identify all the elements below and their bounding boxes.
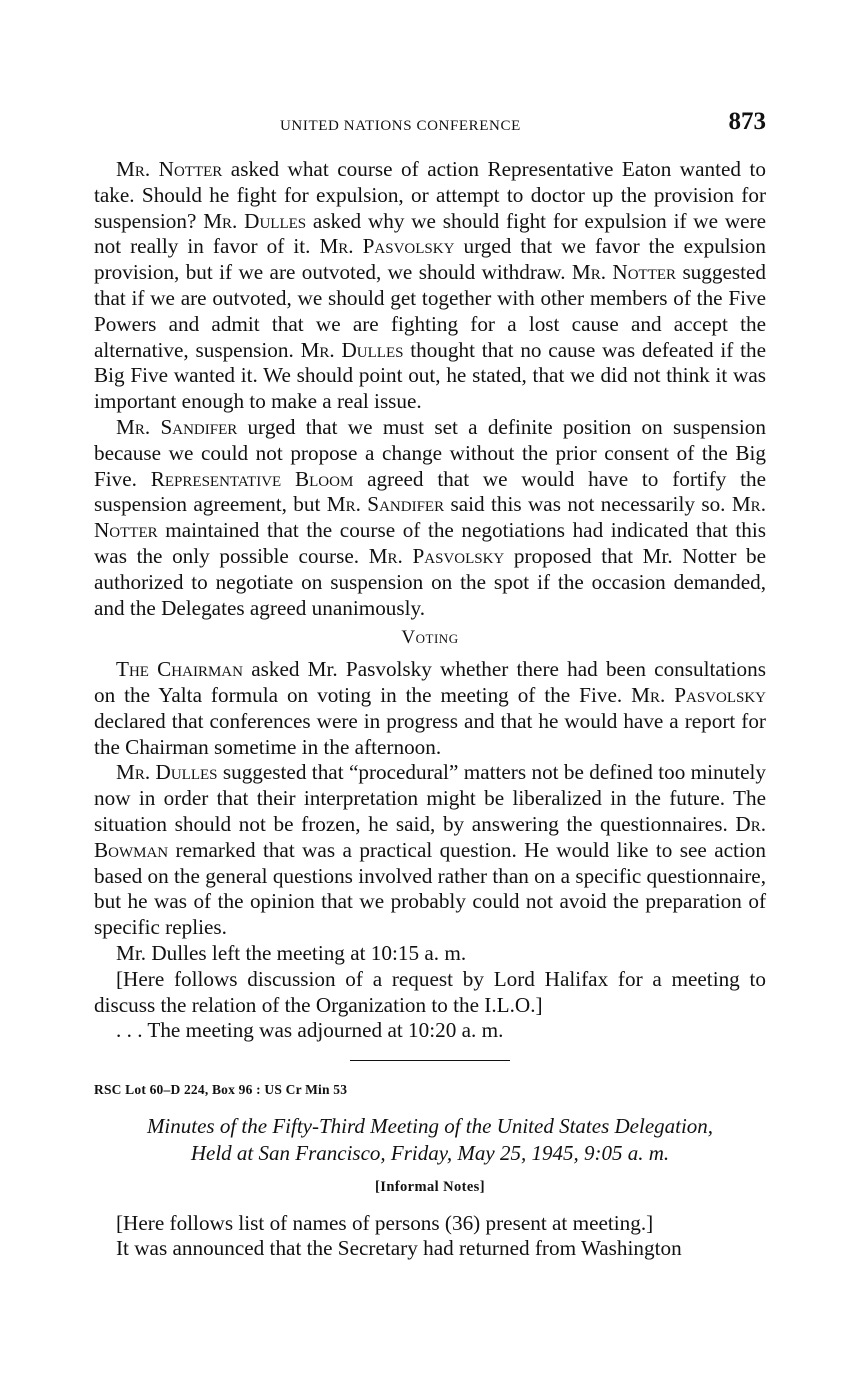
- speaker-name: Mr. Pasvolsky: [368, 543, 505, 568]
- running-head: UNITED NATIONS CONFERENCE: [280, 118, 521, 134]
- paragraph-suspension-position: [94, 415, 766, 621]
- speaker-name: Dr. Bowman: [94, 811, 766, 862]
- speech-text: said this was not necessarily so.: [444, 492, 732, 517]
- speech-text: declared that conferences were in progress and that he would have a report for the Chairman sometime in the afternoon.: [94, 708, 766, 759]
- speaker-name: Mr. Dulles: [203, 208, 307, 233]
- paragraph-secretary-returned: It was announced that the Secretary had returned from Washington: [116, 1236, 682, 1261]
- speaker-name: Mr. Pasvolsky: [319, 234, 455, 259]
- speaker-name: Mr. Sandifer: [116, 414, 238, 439]
- paragraph-adjourned: . . . The meeting was adjourned at 10:20 a. m.: [116, 1018, 504, 1043]
- speech-text: urged that we favor the expulsion provision, but if we are outvoted, we should withdraw.: [94, 234, 766, 285]
- speaker-name: Mr. Notter: [571, 260, 677, 285]
- speech-text: thought that no cause was defeated if the Big Five wanted it. We should point out, he stated, that we did not think it was important enough to make a real issue.: [94, 337, 766, 414]
- speaker-name: Mr. Notter: [116, 157, 223, 181]
- speech-text: maintained that the course of the negotiations had indicated that this was the only possible course.: [94, 518, 766, 568]
- paragraph-expulsion-discussion: [94, 157, 766, 415]
- speech-text: asked Mr. Pasvolsky whether there had been consultations on the Yalta formula on voting in the meeting of the Five.: [94, 657, 766, 707]
- speaker-name: Mr. Sandifer: [326, 492, 445, 517]
- paragraph-halifax-request: [Here follows discussion of a request by Lord Halifax for a meeting to discuss the relation of the Organization to the I.L.O.]: [94, 966, 766, 1017]
- speaker-name: Mr. Pasvolsky: [631, 682, 767, 707]
- document-title-line: Held at San Francisco, Friday, May 25, 1945, 9:05 a. m.: [190, 1140, 670, 1165]
- informal-notes-label: [Informal Notes]: [375, 1178, 485, 1195]
- speech-text: asked why we should fight for expulsion if we were not really in favor of it.: [94, 208, 766, 259]
- source-citation: RSC Lot 60–D 224, Box 96 : US Cr Min 53: [94, 1082, 348, 1098]
- paragraph-dulles-left: Mr. Dulles left the meeting at 10:15 a. m.: [116, 940, 467, 965]
- speech-text: suggested that “procedural” matters not be defined too minutely now in order that their interpretation might be liberalized in the future. The situation should not be frozen, he said, by answering the questionnaires.: [94, 760, 766, 836]
- speech-text: remarked that was a practical question. He would like to see action based on the general questions involved rather than on a specific questionnaire, but he was of the opinion that we probably could not avoid the preparation of specific replies.: [94, 837, 766, 940]
- page-body: [94, 157, 766, 1262]
- section-heading-voting: Voting: [401, 627, 459, 649]
- paragraph-attendance: [Here follows list of names of persons (36) present at meeting.]: [116, 1210, 654, 1235]
- paragraph-procedural-matters: [94, 760, 766, 941]
- speech-text: suggested that if we are outvoted, we should get together with other members of the Five Powers and admit that we are fighting for a lost cause and accept the alternative, suspension.: [94, 260, 766, 362]
- speech-text: agreed that we would have to fortify the suspension agreement, but: [94, 466, 766, 517]
- speech-text: asked what course of action Representative Eaton wanted to take. Should he fight for expulsion, or attempt to doctor up the provision for suspension?: [94, 157, 766, 233]
- section-divider: [350, 1060, 510, 1061]
- paragraph-yalta-formula: [94, 657, 766, 760]
- speaker-name: Mr. Notter: [94, 492, 766, 543]
- page-number: 873: [728, 108, 766, 135]
- speaker-name: Representative Bloom: [150, 466, 354, 491]
- speaker-name: The Chairman: [116, 657, 243, 682]
- document-title: [94, 1113, 766, 1167]
- speech-text: proposed that Mr. Notter be authorized to negotiate on suspension on the spot if the occasion demanded, and the Delegates agreed unanimously.: [94, 543, 767, 620]
- speaker-name: Mr. Dulles: [300, 337, 404, 362]
- page-header: [94, 108, 766, 148]
- speech-text: urged that we must set a definite position on suspension because we could not propose a change without the prior consent of the Big Five.: [94, 414, 766, 491]
- speaker-name: Mr. Dulles: [116, 760, 218, 785]
- document-title-line: Minutes of the Fifty-Third Meeting of the United States Delegation,: [146, 1113, 714, 1138]
